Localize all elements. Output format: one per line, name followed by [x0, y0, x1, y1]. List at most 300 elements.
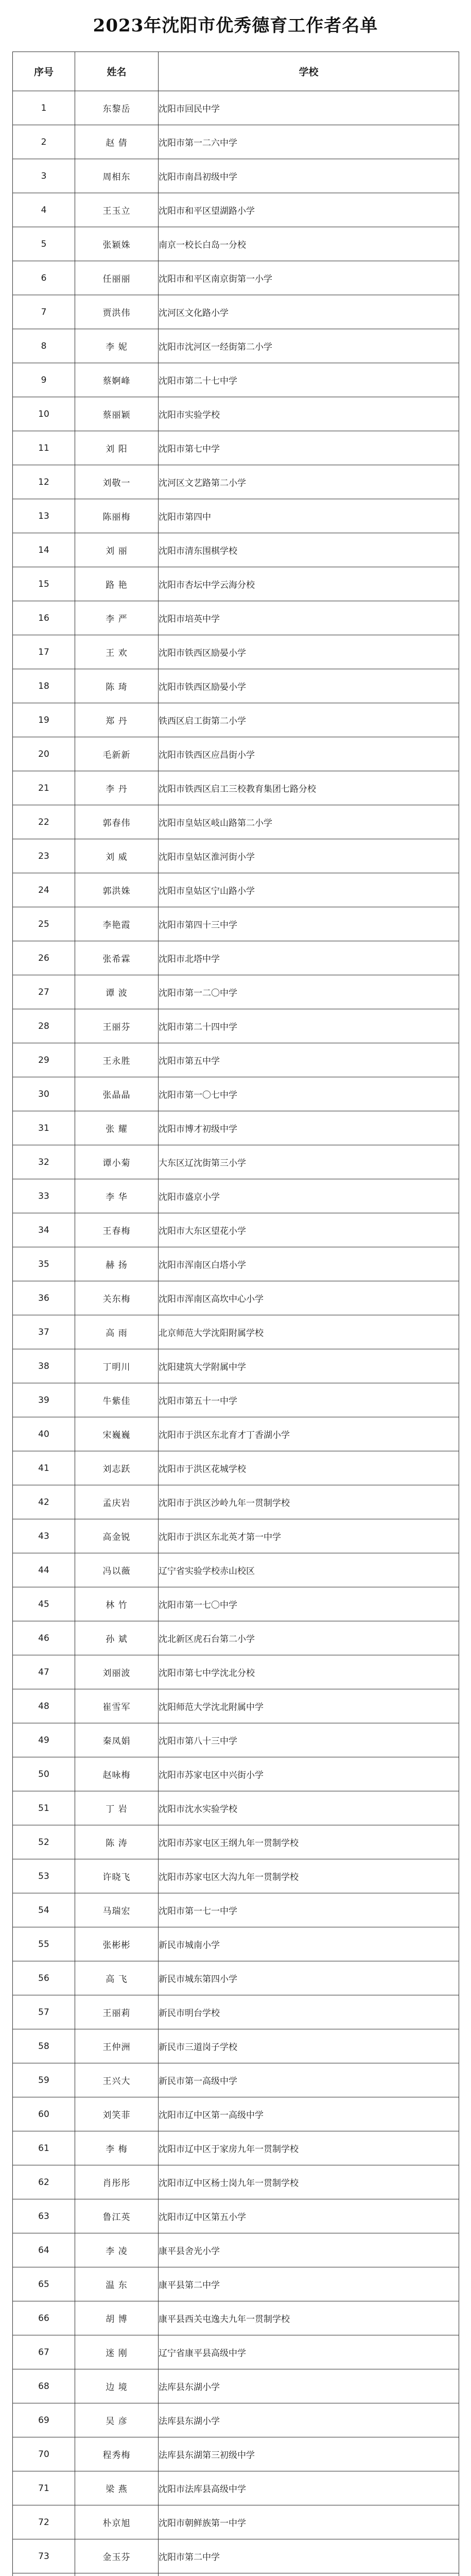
table-row: [13, 465, 459, 499]
row-index: 32: [13, 1145, 75, 1179]
row-name: 刘志跃: [75, 1451, 159, 1485]
row-index: 60: [13, 2097, 75, 2131]
row-index: 2: [13, 125, 75, 159]
row-school: 大东区辽沈街第三小学: [159, 1145, 459, 1179]
table-row: [13, 1043, 459, 1077]
row-index: 72: [13, 2505, 75, 2539]
row-school: 沈阳建筑大学附属中学: [159, 1349, 459, 1383]
row-name: 丁 岩: [75, 1791, 159, 1825]
row-name: 迷 刚: [75, 2335, 159, 2369]
row-name: 冯以薇: [75, 1553, 159, 1587]
table-row: [13, 431, 459, 465]
table-row: [13, 1451, 459, 1485]
row-name: 李 梅: [75, 2131, 159, 2165]
row-school: 沈阳市皇姑区淮河街小学: [159, 839, 459, 873]
row-name: 谭 波: [75, 975, 159, 1009]
row-name: 梁 燕: [75, 2471, 159, 2505]
row-name: 李 严: [75, 601, 159, 635]
row-school: 沈阳市和平区南京街第一小学: [159, 261, 459, 295]
row-name: 丁明川: [75, 1349, 159, 1383]
table-row: [13, 703, 459, 737]
row-index: 49: [13, 1723, 75, 1757]
table-row: [13, 1621, 459, 1655]
row-index: 27: [13, 975, 75, 1009]
row-index: 1: [13, 91, 75, 125]
table-row: [13, 839, 459, 873]
table-row: [13, 1111, 459, 1145]
row-school: 沈阳市第一二六中学: [159, 125, 459, 159]
row-index: 10: [13, 397, 75, 431]
row-index: [13, 2573, 75, 2576]
row-index: 50: [13, 1757, 75, 1791]
page-title: 2023年沈阳市优秀德育工作者名单: [93, 15, 378, 36]
row-index: 15: [13, 567, 75, 601]
row-index: 14: [13, 533, 75, 567]
row-school: 沈阳市铁西区励晏小学: [159, 635, 459, 669]
row-index: 35: [13, 1247, 75, 1281]
table-row: [13, 1009, 459, 1043]
row-school: 新民市明台学校: [159, 1995, 459, 2029]
table-row: [13, 1383, 459, 1417]
row-school: 沈阳市苏家屯区王纲九年一贯制学校: [159, 1825, 459, 1859]
table-row: [13, 295, 459, 329]
row-index: 37: [13, 1315, 75, 1349]
table-row: [13, 1689, 459, 1723]
row-name: 郭洪姝: [75, 873, 159, 907]
table-row: [13, 2573, 459, 2576]
row-school: 沈阳市辽中区第一高级中学: [159, 2097, 459, 2131]
row-index: 64: [13, 2233, 75, 2267]
table-row: [13, 805, 459, 839]
row-name: 王丽芬: [75, 1009, 159, 1043]
row-index: 17: [13, 635, 75, 669]
row-index: 28: [13, 1009, 75, 1043]
column-header-name: 姓名: [75, 52, 159, 91]
row-school: [159, 2573, 459, 2576]
table-row: [13, 261, 459, 295]
row-index: 51: [13, 1791, 75, 1825]
row-name: 王兴大: [75, 2063, 159, 2097]
row-index: 8: [13, 329, 75, 363]
table-row: [13, 91, 459, 125]
row-name: 李 丹: [75, 771, 159, 805]
table-row: [13, 2199, 459, 2233]
row-school: 沈阳市铁西区启工三校教育集团七路分校: [159, 771, 459, 805]
table-row: [13, 2403, 459, 2437]
row-name: 高 雨: [75, 1315, 159, 1349]
row-name: 关东梅: [75, 1281, 159, 1315]
row-school: 沈阳市和平区望湖路小学: [159, 193, 459, 227]
table-row: [13, 2233, 459, 2267]
row-school: 沈阳市皇姑区岐山路第二小学: [159, 805, 459, 839]
row-school: 沈阳市南昌初级中学: [159, 159, 459, 193]
table-row: [13, 2165, 459, 2199]
row-school: 沈阳市辽中区杨士岗九年一贯制学校: [159, 2165, 459, 2199]
table-row: [13, 907, 459, 941]
row-name: 孙 斌: [75, 1621, 159, 1655]
row-index: 38: [13, 1349, 75, 1383]
row-school: 沈阳市大东区望花小学: [159, 1213, 459, 1247]
row-name: 蔡婀峰: [75, 363, 159, 397]
table-row: [13, 2301, 459, 2335]
row-index: 24: [13, 873, 75, 907]
row-name: 周相东: [75, 159, 159, 193]
table-row: [13, 669, 459, 703]
row-school: 沈阳市清东围棋学校: [159, 533, 459, 567]
table-row: [13, 1723, 459, 1757]
row-school: 辽宁省实验学校赤山校区: [159, 1553, 459, 1587]
row-index: 57: [13, 1995, 75, 2029]
row-school: 沈阳市于洪区沙岭九年一贯制学校: [159, 1485, 459, 1519]
row-index: 69: [13, 2403, 75, 2437]
table-row: [13, 1893, 459, 1927]
row-school: 沈阳市实验学校: [159, 397, 459, 431]
table-row: [13, 1757, 459, 1791]
table-row: [13, 1995, 459, 2029]
row-name: 金玉芬: [75, 2539, 159, 2573]
row-school: 沈阳市培英中学: [159, 601, 459, 635]
row-name: 张 耀: [75, 1111, 159, 1145]
table-row: [13, 1485, 459, 1519]
row-index: 16: [13, 601, 75, 635]
row-index: 68: [13, 2369, 75, 2403]
row-index: 25: [13, 907, 75, 941]
row-index: 29: [13, 1043, 75, 1077]
table-row: [13, 601, 459, 635]
row-name: 王仲洲: [75, 2029, 159, 2063]
row-school: 沈河区文艺路第二小学: [159, 465, 459, 499]
row-name: 秦凤娟: [75, 1723, 159, 1757]
row-index: 7: [13, 295, 75, 329]
row-school: 康平县西关屯逸夫九年一贯制学校: [159, 2301, 459, 2335]
row-index: 13: [13, 499, 75, 533]
table-row: [13, 1417, 459, 1451]
table-row: [13, 1349, 459, 1383]
row-index: 66: [13, 2301, 75, 2335]
row-school: 新民市城东第四小学: [159, 1961, 459, 1995]
row-index: 70: [13, 2437, 75, 2471]
table-row: [13, 2267, 459, 2301]
row-index: 62: [13, 2165, 75, 2199]
row-school: 辽宁省康平县高级中学: [159, 2335, 459, 2369]
row-index: 63: [13, 2199, 75, 2233]
row-name: 刘 丽: [75, 533, 159, 567]
table-row: [13, 941, 459, 975]
row-name: 程秀梅: [75, 2437, 159, 2471]
row-index: 42: [13, 1485, 75, 1519]
row-name: 牛紫佳: [75, 1383, 159, 1417]
table-row: [13, 1315, 459, 1349]
row-index: 73: [13, 2539, 75, 2573]
row-index: 5: [13, 227, 75, 261]
row-name: 温 东: [75, 2267, 159, 2301]
table-body: [13, 91, 459, 2576]
row-index: 53: [13, 1859, 75, 1893]
row-school: 南京一校长白岛一分校: [159, 227, 459, 261]
row-school: 沈阳市第四中: [159, 499, 459, 533]
row-school: 沈阳市铁西区励晏小学: [159, 669, 459, 703]
table-row: [13, 1927, 459, 1961]
table-row: [13, 2505, 459, 2539]
row-name: 陈 琦: [75, 669, 159, 703]
row-name: 谭小菊: [75, 1145, 159, 1179]
table-row: [13, 1587, 459, 1621]
row-name: 王永胜: [75, 1043, 159, 1077]
row-index: 41: [13, 1451, 75, 1485]
table-row: [13, 227, 459, 261]
roster-table: [12, 52, 459, 2576]
table-row: [13, 1519, 459, 1553]
row-school: 新民市三道岗子学校: [159, 2029, 459, 2063]
row-index: 30: [13, 1077, 75, 1111]
row-school: 沈阳市铁西区应昌街小学: [159, 737, 459, 771]
row-school: 沈阳市第七中学沈北分校: [159, 1655, 459, 1689]
table-row: [13, 873, 459, 907]
row-name: 边 境: [75, 2369, 159, 2403]
table-row: [13, 1247, 459, 1281]
row-school: 沈阳市于洪区东北英才第一中学: [159, 1519, 459, 1553]
row-name: [75, 2573, 159, 2576]
row-name: 崔雪军: [75, 1689, 159, 1723]
row-name: 许晓飞: [75, 1859, 159, 1893]
row-name: 鲁江英: [75, 2199, 159, 2233]
table-row: [13, 2369, 459, 2403]
row-school: 康平县舍光小学: [159, 2233, 459, 2267]
row-name: 陈 涛: [75, 1825, 159, 1859]
row-school: 沈阳市北塔中学: [159, 941, 459, 975]
row-name: 高 飞: [75, 1961, 159, 1995]
row-index: 54: [13, 1893, 75, 1927]
row-index: 46: [13, 1621, 75, 1655]
row-name: 李 凌: [75, 2233, 159, 2267]
row-index: 18: [13, 669, 75, 703]
row-name: 肖彤彤: [75, 2165, 159, 2199]
row-name: 林 竹: [75, 1587, 159, 1621]
row-school: 沈阳市浑南区白塔小学: [159, 1247, 459, 1281]
row-name: 赫 扬: [75, 1247, 159, 1281]
row-name: 郭春伟: [75, 805, 159, 839]
table-row: [13, 1077, 459, 1111]
table-row: [13, 2437, 459, 2471]
row-school: 沈北新区虎石台第二小学: [159, 1621, 459, 1655]
row-index: 4: [13, 193, 75, 227]
row-index: 36: [13, 1281, 75, 1315]
row-name: 赵 倩: [75, 125, 159, 159]
row-name: 张颖姝: [75, 227, 159, 261]
row-index: 21: [13, 771, 75, 805]
row-index: 47: [13, 1655, 75, 1689]
row-school: 沈阳市第一〇七中学: [159, 1077, 459, 1111]
row-school: 北京师范大学沈阳附属学校: [159, 1315, 459, 1349]
row-school: 沈阳市浑南区高坎中心小学: [159, 1281, 459, 1315]
row-school: 沈阳市法库县高级中学: [159, 2471, 459, 2505]
row-name: 王春梅: [75, 1213, 159, 1247]
row-index: 40: [13, 1417, 75, 1451]
row-index: 55: [13, 1927, 75, 1961]
row-index: 20: [13, 737, 75, 771]
row-index: 61: [13, 2131, 75, 2165]
row-index: 39: [13, 1383, 75, 1417]
row-index: 65: [13, 2267, 75, 2301]
row-school: 沈阳市第二中学: [159, 2539, 459, 2573]
header-row: [13, 52, 459, 91]
table-row: [13, 397, 459, 431]
table-row: [13, 533, 459, 567]
table-row: [13, 2063, 459, 2097]
row-school: 沈阳市第八十三中学: [159, 1723, 459, 1757]
row-school: 沈阳市皇姑区宁山路小学: [159, 873, 459, 907]
row-index: 6: [13, 261, 75, 295]
table-row: [13, 567, 459, 601]
row-index: 22: [13, 805, 75, 839]
row-index: 44: [13, 1553, 75, 1587]
table-row: [13, 635, 459, 669]
row-name: 刘笑菲: [75, 2097, 159, 2131]
row-name: 张晶晶: [75, 1077, 159, 1111]
row-name: 张希霖: [75, 941, 159, 975]
table-row: [13, 193, 459, 227]
row-index: 48: [13, 1689, 75, 1723]
table-row: [13, 499, 459, 533]
table-row: [13, 1859, 459, 1893]
row-school: 新民市城南小学: [159, 1927, 459, 1961]
row-name: 马瑞宏: [75, 1893, 159, 1927]
row-school: 沈阳市第五中学: [159, 1043, 459, 1077]
row-school: 沈阳市第二十四中学: [159, 1009, 459, 1043]
row-school: 沈阳市沈水实验学校: [159, 1791, 459, 1825]
row-index: 43: [13, 1519, 75, 1553]
row-school: 沈阳市苏家屯区大沟九年一贯制学校: [159, 1859, 459, 1893]
row-index: 26: [13, 941, 75, 975]
row-name: 任丽丽: [75, 261, 159, 295]
row-index: 11: [13, 431, 75, 465]
row-school: 沈阳市第四十三中学: [159, 907, 459, 941]
row-school: 沈阳市回民中学: [159, 91, 459, 125]
row-school: 沈阳市辽中区第五小学: [159, 2199, 459, 2233]
table-row: [13, 1553, 459, 1587]
table-row: [13, 1791, 459, 1825]
table-row: [13, 771, 459, 805]
table-row: [13, 2335, 459, 2369]
row-name: 张彬彬: [75, 1927, 159, 1961]
row-school: 沈阳市朝鲜族第一中学: [159, 2505, 459, 2539]
row-name: 刘 阳: [75, 431, 159, 465]
row-name: 刘丽波: [75, 1655, 159, 1689]
row-name: 高金锐: [75, 1519, 159, 1553]
table-row: [13, 125, 459, 159]
row-index: 67: [13, 2335, 75, 2369]
row-name: 李 妮: [75, 329, 159, 363]
row-index: 56: [13, 1961, 75, 1995]
row-index: 9: [13, 363, 75, 397]
row-index: 31: [13, 1111, 75, 1145]
row-school: 新民市第一高级中学: [159, 2063, 459, 2097]
row-school: 沈阳市于洪区东北育才丁香湖小学: [159, 1417, 459, 1451]
row-name: 宋巍巍: [75, 1417, 159, 1451]
row-school: 沈阳市博才初级中学: [159, 1111, 459, 1145]
row-name: 李艳霞: [75, 907, 159, 941]
table-row: [13, 1655, 459, 1689]
row-name: 刘敬一: [75, 465, 159, 499]
row-index: 59: [13, 2063, 75, 2097]
table-row: [13, 363, 459, 397]
row-school: 沈阳市第七中学: [159, 431, 459, 465]
row-school: 沈阳市辽中区于家房九年一贯制学校: [159, 2131, 459, 2165]
row-index: 71: [13, 2471, 75, 2505]
table-row: [13, 2097, 459, 2131]
row-name: 郑 丹: [75, 703, 159, 737]
table-row: [13, 1281, 459, 1315]
row-name: 吴 彦: [75, 2403, 159, 2437]
table-row: [13, 1825, 459, 1859]
row-school: 沈阳师范大学沈北附属中学: [159, 1689, 459, 1723]
row-school: 沈河区文化路小学: [159, 295, 459, 329]
row-school: 沈阳市第一七一中学: [159, 1893, 459, 1927]
table-row: [13, 159, 459, 193]
row-school: 沈阳市苏家屯区中兴街小学: [159, 1757, 459, 1791]
row-name: 刘 威: [75, 839, 159, 873]
row-name: 王 欢: [75, 635, 159, 669]
row-name: 孟庆岩: [75, 1485, 159, 1519]
row-index: 3: [13, 159, 75, 193]
row-school: 法库县东湖小学: [159, 2403, 459, 2437]
table-row: [13, 1179, 459, 1213]
table-row: [13, 1961, 459, 1995]
row-school: 法库县东湖小学: [159, 2369, 459, 2403]
row-name: 毛新新: [75, 737, 159, 771]
row-name: 贾洪伟: [75, 295, 159, 329]
table-header: [13, 52, 459, 91]
table-row: [13, 2131, 459, 2165]
row-name: 朴京旭: [75, 2505, 159, 2539]
row-name: 路 艳: [75, 567, 159, 601]
column-header-school: 学校: [159, 52, 459, 91]
row-name: 王丽莉: [75, 1995, 159, 2029]
row-school: 沈阳市沈河区一经街第二小学: [159, 329, 459, 363]
row-school: 康平县第二中学: [159, 2267, 459, 2301]
row-name: 陈丽梅: [75, 499, 159, 533]
row-name: 胡 博: [75, 2301, 159, 2335]
row-index: 12: [13, 465, 75, 499]
row-index: 58: [13, 2029, 75, 2063]
table-row: [13, 2029, 459, 2063]
row-name: 王玉立: [75, 193, 159, 227]
row-school: 沈阳市第一七〇中学: [159, 1587, 459, 1621]
row-name: 李 华: [75, 1179, 159, 1213]
row-school: 沈阳市第五十一中学: [159, 1383, 459, 1417]
row-name: 东黎岳: [75, 91, 159, 125]
column-header-index: 序号: [13, 52, 75, 91]
row-index: 19: [13, 703, 75, 737]
row-name: 赵咏梅: [75, 1757, 159, 1791]
row-index: 23: [13, 839, 75, 873]
row-school: 沈阳市盛京小学: [159, 1179, 459, 1213]
table-row: [13, 2539, 459, 2573]
row-index: 45: [13, 1587, 75, 1621]
table-row: [13, 975, 459, 1009]
table-row: [13, 1213, 459, 1247]
row-school: 沈阳市杏坛中学云海分校: [159, 567, 459, 601]
table-row: [13, 737, 459, 771]
row-school: 沈阳市第二十七中学: [159, 363, 459, 397]
table-row: [13, 329, 459, 363]
row-index: 33: [13, 1179, 75, 1213]
row-school: 铁西区启工街第二小学: [159, 703, 459, 737]
row-index: 34: [13, 1213, 75, 1247]
row-school: 法库县东湖第三初级中学: [159, 2437, 459, 2471]
row-index: 52: [13, 1825, 75, 1859]
row-school: 沈阳市第一二〇中学: [159, 975, 459, 1009]
